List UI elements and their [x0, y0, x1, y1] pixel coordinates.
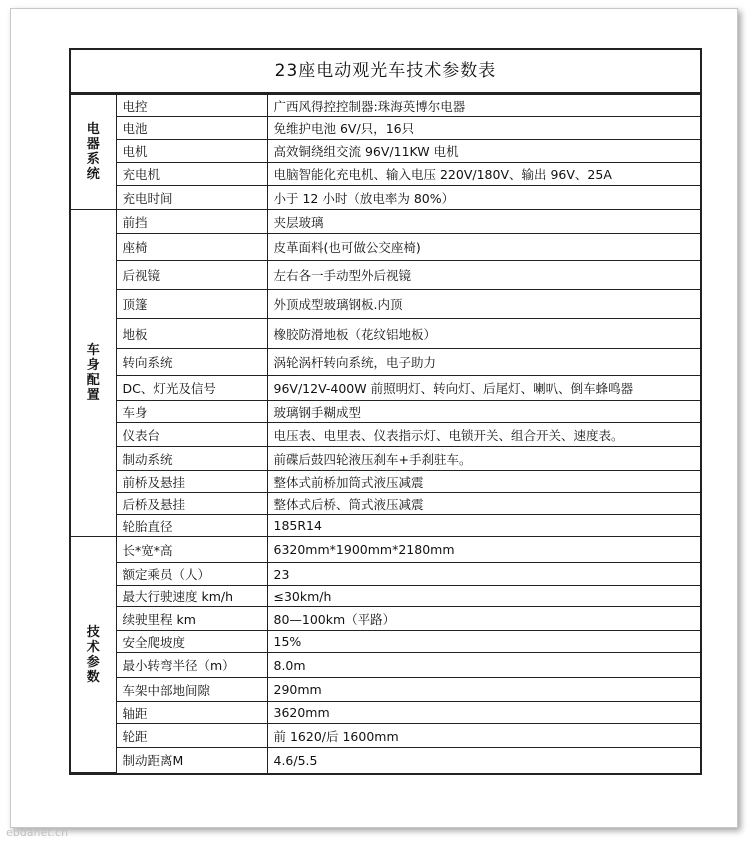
table-row: [71, 423, 700, 447]
table-row: [71, 234, 700, 261]
table-row: [71, 537, 700, 563]
section-name: 技术参数: [86, 624, 100, 685]
param-label: 前挡: [116, 210, 267, 234]
param-label: 电控: [116, 95, 267, 117]
param-value: 电脑智能化充电机、输入电压 220V/180V、输出 96V、25A: [267, 163, 700, 186]
table-row: [71, 186, 700, 210]
param-value: 23: [267, 563, 700, 586]
param-value: 8.0m: [267, 653, 700, 678]
table-row: [71, 447, 700, 471]
table-row: [71, 349, 700, 376]
param-label: 最大行驶速度 km/h: [116, 586, 267, 607]
param-value: 6320mm*1900mm*2180mm: [267, 537, 700, 563]
param-value: 免维护电池 6V/只，16只: [267, 117, 700, 140]
table-row: [71, 401, 700, 423]
param-label: 充电机: [116, 163, 267, 186]
param-label: 安全爬坡度: [116, 631, 267, 653]
param-value: 外顶成型玻璃钢板.内顶: [267, 290, 700, 319]
param-value: 电压表、电里表、仪表指示灯、电锁开关、组合开关、速度表。: [267, 423, 700, 447]
param-value: 左右各一手动型外后视镜: [267, 261, 700, 290]
param-label: 轮胎直径: [116, 515, 267, 537]
section-header: [71, 210, 116, 537]
watermark: ebdanet.cn: [6, 826, 69, 839]
param-label: 车身: [116, 401, 267, 423]
table-row: [71, 471, 700, 493]
param-value: 3620mm: [267, 702, 700, 724]
section-header: [71, 95, 116, 210]
param-label: 车架中部地间隙: [116, 678, 267, 702]
table-row: [71, 493, 700, 515]
param-label: 制动系统: [116, 447, 267, 471]
param-label: 额定乘员（人）: [116, 563, 267, 586]
param-label: 后桥及悬挂: [116, 493, 267, 515]
section-header: [71, 537, 116, 773]
param-value: 小于 12 小时（放电率为 80%）: [267, 186, 700, 210]
param-value: 96V/12V-400W 前照明灯、转向灯、后尾灯、喇叭、倒车蜂鸣器: [267, 376, 700, 401]
table-row: [71, 563, 700, 586]
param-value: 高效铜绕组交流 96V/11KW 电机: [267, 140, 700, 163]
document-frame: [10, 8, 738, 828]
param-label: 地板: [116, 319, 267, 349]
param-value: 15%: [267, 631, 700, 653]
param-label: 仪表台: [116, 423, 267, 447]
param-value: 185R14: [267, 515, 700, 537]
param-value: 广西风得控控制器:珠海英博尔电器: [267, 95, 700, 117]
param-label: 长*宽*高: [116, 537, 267, 563]
table-row: [71, 261, 700, 290]
param-label: 转向系统: [116, 349, 267, 376]
table-row: [71, 702, 700, 724]
table-row: [71, 678, 700, 702]
table-row: [71, 95, 700, 117]
param-value: 前碟后鼓四轮液压刹车+手刹驻车。: [267, 447, 700, 471]
table-row: [71, 724, 700, 748]
param-label: 最小转弯半径（m）: [116, 653, 267, 678]
param-value: 夹层玻璃: [267, 210, 700, 234]
param-label: DC、灯光及信号: [116, 376, 267, 401]
param-label: 续驶里程 km: [116, 607, 267, 631]
param-value: 涡轮涡杆转向系统，电子助力: [267, 349, 700, 376]
table-row: [71, 631, 700, 653]
param-label: 充电时间: [116, 186, 267, 210]
param-label: 轴距: [116, 702, 267, 724]
table-row: [71, 163, 700, 186]
param-value: 4.6/5.5: [267, 748, 700, 773]
param-label: 前桥及悬挂: [116, 471, 267, 493]
table-row: [71, 117, 700, 140]
table-row: [71, 376, 700, 401]
param-value: 前 1620/后 1600mm: [267, 724, 700, 748]
param-value: 橡胶防滑地板（花纹铝地板）: [267, 319, 700, 349]
param-value: 290mm: [267, 678, 700, 702]
param-value: 玻璃钢手糊成型: [267, 401, 700, 423]
param-label: 轮距: [116, 724, 267, 748]
param-label: 电池: [116, 117, 267, 140]
table-row: [71, 607, 700, 631]
page-title: 23座电动观光车技术参数表: [71, 50, 700, 94]
spec-table: [71, 94, 700, 773]
param-value: ≤30km/h: [267, 586, 700, 607]
table-row: [71, 515, 700, 537]
section-name: 电器系统: [86, 122, 100, 182]
param-label: 座椅: [116, 234, 267, 261]
param-label: 制动距离M: [116, 748, 267, 773]
param-label: 顶篷: [116, 290, 267, 319]
param-value: 整体式后桥、筒式液压减震: [267, 493, 700, 515]
table-row: [71, 290, 700, 319]
param-label: 后视镜: [116, 261, 267, 290]
table-row: [71, 586, 700, 607]
table-row: [71, 140, 700, 163]
spec-sheet: [69, 48, 702, 775]
section-name: 车身配置: [86, 343, 100, 403]
table-row: [71, 748, 700, 773]
param-label: 电机: [116, 140, 267, 163]
param-value: 整体式前桥加筒式液压减震: [267, 471, 700, 493]
param-value: 80—100km（平路）: [267, 607, 700, 631]
table-row: [71, 653, 700, 678]
table-row: [71, 210, 700, 234]
param-value: 皮革面料(也可做公交座椅): [267, 234, 700, 261]
table-row: [71, 319, 700, 349]
